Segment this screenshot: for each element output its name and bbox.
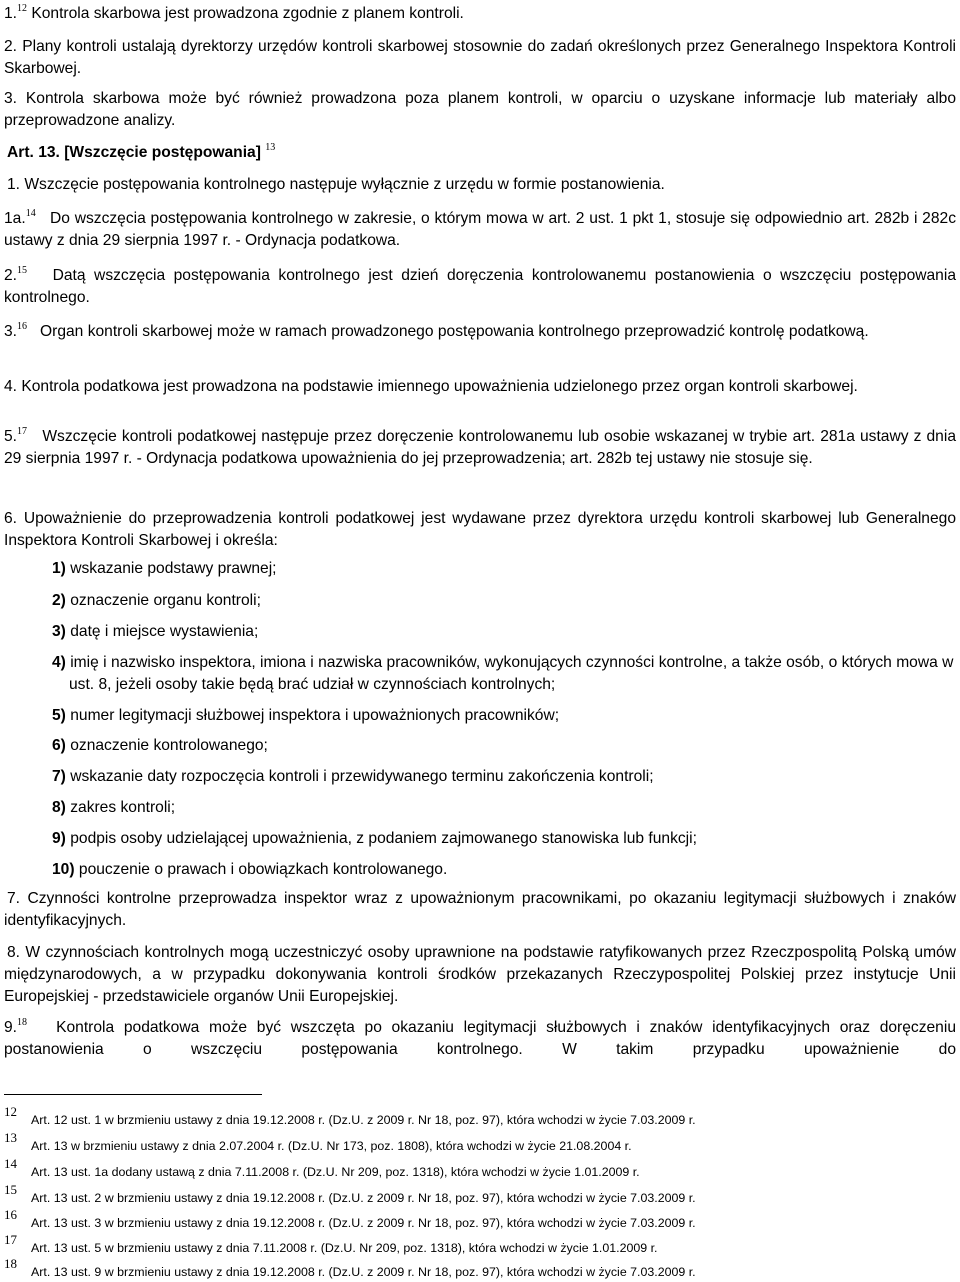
footnote-separator xyxy=(4,1094,262,1095)
paragraph-text: Kontrola podatkowa może być wszczęta po okazaniu legitymacji służbowych i znaków identyfikacyjnych oraz doręczeniu postanowienia o wszczęciu postępowania kontrolnego. W takim przypadku upoważnienie do xyxy=(4,1019,956,1058)
paragraph-text: Do wszczęcia postępowania kontrolnego w zakresie, o którym mowa w art. 2 ust. 1 pkt 1, stosuje się odpowiednio art. 282b i 282c ustawy z dnia 29 sierpnia 1997 r. - Ordynacja podatkowa. xyxy=(4,210,956,249)
paragraph-text: Datą wszczęcia postępowania kontrolnego jest dzień doręczenia kontrolowanemu postanowienia o wszczęciu postępowania kontrolnego. xyxy=(4,267,956,306)
list-item xyxy=(52,797,175,819)
list-item-label: 2) xyxy=(52,592,66,609)
list-item xyxy=(52,859,447,881)
paragraph-art12-ust2: 2. Plany kontroli ustalają dyrektorzy urzędów kontroli skarbowej stosownie do zadań określonych przez Generalnego Inspektora Kontroli Skarbowej. xyxy=(4,38,956,77)
list-item-label: 1) xyxy=(52,560,66,577)
footnote-text: Art. 13 ust. 1a dodany ustawą z dnia 7.11.2008 r. (Dz.U. Nr 209, poz. 1318), która wchodzi w życie 1.01.2009 r. xyxy=(31,1165,640,1179)
paragraph-art12-ust1 xyxy=(4,3,956,25)
footnote-ref: 16 xyxy=(17,321,28,332)
footnote-ref: 18 xyxy=(17,1017,28,1028)
paragraph-art13-ust8: 8. W czynnościach kontrolnych mogą uczestniczyć osoby uprawnione na podstawie ratyfikowanych przez Rzeczpospolitą Polską umów międzynarodowych, a w przypadku dokonywania kontroli środków przekazanych Rzeczypospolitej Polskiej przez instytucje Unii Europejskiej - przedstawiciele organów Unii Europejskiej. xyxy=(4,944,956,1005)
footnote-text: Art. 13 w brzmieniu ustawy z dnia 2.07.2004 r. (Dz.U. Nr 173, poz. 1808), która wchodzi w życie 21.08.2004 r. xyxy=(31,1139,632,1153)
footnote-ref: 12 xyxy=(17,3,28,14)
footnote-number: 12 xyxy=(4,1104,17,1119)
paragraph-art13-ust9 xyxy=(4,1017,956,1061)
list-item-label: 7) xyxy=(52,768,66,785)
footnote xyxy=(4,1156,956,1182)
footnote-number: 14 xyxy=(4,1156,17,1171)
paragraph-number: 9. xyxy=(4,1019,18,1036)
footnote xyxy=(4,1104,956,1130)
footnote-ref: 17 xyxy=(17,426,28,437)
footnote-number: 18 xyxy=(4,1256,17,1271)
footnote xyxy=(4,1207,956,1233)
list-item xyxy=(52,705,559,727)
list-item-text: imię i nazwisko inspektora, imiona i nazwiska pracowników, wykonujących czynności kontrolne, a także osób, o których mowa w ust. 8, jeżeli osoby takie będą brać udział w czynnościach kontrolnych; xyxy=(69,654,954,693)
footnote-text: Art. 13 ust. 9 w brzmieniu ustawy z dnia 19.12.2008 r. (Dz.U. z 2009 r. Nr 18, poz. 97), która wchodzi w życie 7.03.2009 r. xyxy=(31,1265,696,1279)
list-item xyxy=(52,590,261,612)
article-title: Art. 13. [Wszczęcie postępowania] xyxy=(7,144,261,161)
paragraph-art13-ust3 xyxy=(4,321,956,343)
footnote-number: 16 xyxy=(4,1207,17,1222)
paragraph-number: 2. xyxy=(4,267,18,284)
list-item-label: 8) xyxy=(52,799,66,816)
footnote xyxy=(4,1256,956,1282)
footnote-text: Art. 13 ust. 5 w brzmieniu ustawy z dnia 7.11.2008 r. (Dz.U. Nr 209, poz. 1318), która wchodzi w życie 1.01.2009 r. xyxy=(31,1241,658,1255)
footnote xyxy=(4,1182,956,1208)
list-item-text: numer legitymacji służbowej inspektora i upoważnionych pracowników; xyxy=(70,707,560,724)
list-item-label: 10) xyxy=(52,861,75,878)
list-item xyxy=(52,652,958,696)
list-item-label: 3) xyxy=(52,623,66,640)
paragraph-art13-ust4: 4. Kontrola podatkowa jest prowadzona na podstawie imiennego upoważnienia udzielonego przez organ kontroli skarbowej. xyxy=(4,378,858,395)
list-item xyxy=(52,828,697,850)
list-item-label: 9) xyxy=(52,830,66,847)
list-item-text: datę i miejsce wystawienia; xyxy=(70,623,259,640)
footnote xyxy=(4,1232,956,1258)
paragraph-art13-ust7: 7. Czynności kontrolne przeprowadza inspektor wraz z upoważnionym pracownikami, po okazaniu legitymacji służbowych i znaków identyfikacyjnych. xyxy=(4,890,956,929)
footnote-text: Art. 13 ust. 3 w brzmieniu ustawy z dnia 19.12.2008 r. (Dz.U. z 2009 r. Nr 18, poz. 97), która wchodzi w życie 7.03.2009 r. xyxy=(31,1216,696,1230)
list-item xyxy=(52,558,277,580)
list-item-label: 4) xyxy=(52,654,66,671)
paragraph-art13-ust5 xyxy=(4,426,956,470)
paragraph-art12-ust3: 3. Kontrola skarbowa może być również prowadzona poza planem kontroli, w oparciu o uzyskane informacje lub materiały albo przeprowadzone analizy. xyxy=(4,90,956,129)
list-item-text: podpis osoby udzielającej upoważnienia, z podaniem zajmowanego stanowiska lub funkcji; xyxy=(70,830,697,847)
article-heading xyxy=(7,142,275,164)
list-item-text: zakres kontroli; xyxy=(70,799,176,816)
paragraph-art13-ust2 xyxy=(4,265,956,309)
list-item-label: 5) xyxy=(52,707,66,724)
list-item-text: oznaczenie kontrolowanego; xyxy=(70,737,268,754)
list-item xyxy=(52,766,654,788)
paragraph-number: 1a. xyxy=(4,210,26,227)
footnote-ref: 13 xyxy=(265,142,276,153)
footnote-number: 17 xyxy=(4,1232,17,1247)
paragraph-art13-ust1a xyxy=(4,208,956,252)
paragraph-art13-ust1: 1. Wszczęcie postępowania kontrolnego następuje wyłącznie z urzędu w formie postanowienia. xyxy=(7,176,665,193)
list-item-text: wskazanie podstawy prawnej; xyxy=(70,560,277,577)
paragraph-number: 5. xyxy=(4,428,18,445)
list-item xyxy=(52,621,258,643)
footnote xyxy=(4,1130,956,1156)
paragraph-text: Kontrola skarbowa jest prowadzona zgodnie z planem kontroli. xyxy=(27,5,464,22)
footnote-number: 15 xyxy=(4,1182,17,1197)
footnote-text: Art. 13 ust. 2 w brzmieniu ustawy z dnia 19.12.2008 r. (Dz.U. z 2009 r. Nr 18, poz. 97), która wchodzi w życie 7.03.2009 r. xyxy=(31,1191,696,1205)
footnote-ref: 15 xyxy=(17,265,28,276)
list-item-label: 6) xyxy=(52,737,66,754)
footnote-text: Art. 12 ust. 1 w brzmieniu ustawy z dnia 19.12.2008 r. (Dz.U. z 2009 r. Nr 18, poz. 97), która wchodzi w życie 7.03.2009 r. xyxy=(31,1113,696,1127)
list-item xyxy=(52,735,268,757)
footnote-ref: 14 xyxy=(25,208,36,219)
list-item-text: pouczenie o prawach i obowiązkach kontrolowanego. xyxy=(78,861,448,878)
paragraph-number: 1. xyxy=(4,5,18,22)
paragraph-text: Wszczęcie kontroli podatkowej następuje przez doręczenie kontrolowanemu lub osobie wskazanej w trybie art. 281a ustawy z dnia 29 sierpnia 1997 r. - Ordynacja podatkowa upoważnienia do jej przeprowadzenia; art. 282b tej ustawy nie stosuje się. xyxy=(4,428,956,467)
list-item-text: oznaczenie organu kontroli; xyxy=(70,592,261,609)
paragraph-text: Organ kontroli skarbowej może w ramach prowadzonego postępowania kontrolnego przeprowadzić kontrolę podatkową. xyxy=(40,323,869,340)
list-item-text: wskazanie daty rozpoczęcia kontroli i przewidywanego terminu zakończenia kontroli; xyxy=(70,768,654,785)
paragraph-number: 3. xyxy=(4,323,18,340)
paragraph-art13-ust6: 6. Upoważnienie do przeprowadzenia kontroli podatkowej jest wydawane przez dyrektora urzędu kontroli skarbowej lub Generalnego Inspektora Kontroli Skarbowej i określa: xyxy=(4,510,956,549)
footnote-number: 13 xyxy=(4,1130,17,1145)
